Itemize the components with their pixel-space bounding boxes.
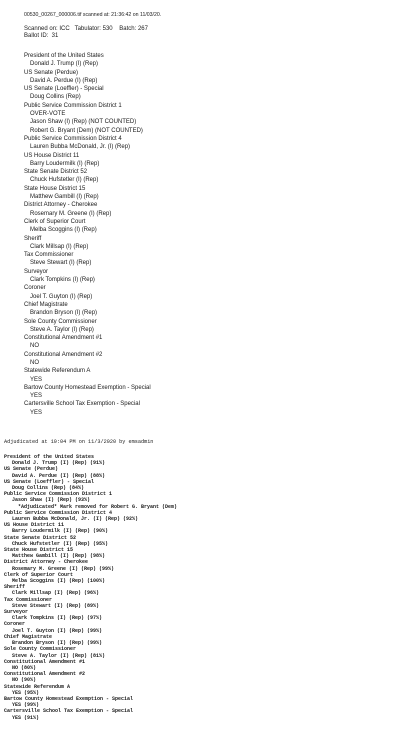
contest-selection: Steve Stewart (I) (Rep) <box>30 260 92 267</box>
contest-title: State House District 15 <box>4 547 74 554</box>
contest-selection: Clark Millsap (I) (Rep) (96%) <box>12 590 100 597</box>
contest-title: Chief Magistrate <box>4 633 53 640</box>
contest-title: US Senate (Perdue) <box>4 466 59 473</box>
contest-selection: Jason Shaw (I) (Rep) (93%) <box>12 497 91 504</box>
contest-selection: Brandon Bryson (I) (Rep) <box>30 310 98 317</box>
contest-title: Public Service Commission District 1 <box>4 491 113 498</box>
contest-selection: Clark Tompkins (I) (Rep) <box>30 277 95 284</box>
contest-title: Tax Commissioner <box>4 596 53 603</box>
contest-selection: Steve A. Taylor (I) (Rep) (81%) <box>12 652 106 659</box>
contest-title: US Senate (Loeffler) - Special <box>24 86 104 93</box>
adjudicated-contests-list <box>4 454 177 721</box>
contest-selection: YES <box>30 409 43 416</box>
contest-title: Constitutional Amendment #2 <box>4 671 86 678</box>
contest-selection: Chuck Hufstetler (I) (Rep) <box>30 177 99 184</box>
contest-selection: David A. Perdue (I) (Rep) (88%) <box>12 472 106 479</box>
contest-title: US House District 11 <box>4 522 65 529</box>
contest-selection: YES (95%) <box>12 689 40 696</box>
adjudication-note: *Adjudicated* Mark removed for Robert G. Bryant (Dem) <box>18 503 178 510</box>
contest-title: Surveyor <box>24 268 49 275</box>
contest-title: Constitutional Amendment #1 <box>24 335 103 342</box>
contest-title: Public Service Commission District 4 <box>4 509 113 516</box>
contest-selection: Lauren Bubba McDonald, Jr. (I) (Rep) (92%) <box>12 516 139 523</box>
contest-title: Public Service Commission District 4 <box>24 135 122 142</box>
contest-selection: Donald J. Trump (I) (Rep) (91%) <box>12 460 106 467</box>
contest-selection: Joel T. Guyton (I) (Rep) (99%) <box>12 627 103 634</box>
contest-selection: Steve A. Taylor (I) (Rep) <box>30 326 94 333</box>
contest-selection: Robert G. Bryant (Dem) (NOT COUNTED) <box>30 127 143 134</box>
contest-title: US Senate (Loeffler) - Special <box>4 478 95 485</box>
contest-title: District Attorney - Cherokee <box>24 202 98 209</box>
scan-file-line: 00530_00267_000006.tif scanned at: 21:36:42 on 11/03/20. <box>24 12 162 18</box>
adjudication-header: Adjudicated at 10:04 PM on 11/3/2020 by emsadmin <box>4 439 154 445</box>
contest-selection: YES (99%) <box>12 702 40 709</box>
contest-selection: Brandon Bryson (I) (Rep) (99%) <box>12 640 103 647</box>
contest-selection: Melba Scoggins (I) (Rep) (100%) <box>12 578 106 585</box>
contest-selection: Matthew Gambill (I) (Rep) <box>30 194 99 201</box>
contest-title: Public Service Commission District 1 <box>24 102 122 109</box>
contest-title: District Attorney - Cherokee <box>4 559 89 566</box>
contest-selection: NO (90%) <box>12 677 37 684</box>
contest-selection: Steve Stewart (I) (Rep) (89%) <box>12 602 100 609</box>
contest-selection: David A. Perdue (I) (Rep) <box>30 77 98 84</box>
contest-title: US House District 11 <box>24 152 80 159</box>
contest-title: Bartow County Homestead Exemption - Special <box>24 384 151 391</box>
contest-title: State Senate District 52 <box>4 534 77 541</box>
contest-title: US Senate (Perdue) <box>24 69 79 76</box>
contest-selection: Barry Loudermilk (I) (Rep) <box>30 160 100 167</box>
contest-selection: NO <box>30 359 39 366</box>
contest-title: Statewide Referendum A <box>24 368 91 375</box>
contest-selection: Joel T. Guyton (I) (Rep) <box>30 293 93 300</box>
contest-title: Sheriff <box>4 584 26 591</box>
contest-title: Coroner <box>4 621 26 628</box>
contest-selection: Doug Collins (Rep) <box>30 94 81 101</box>
contest-selection: Clark Tompkins (I) (Rep) (97%) <box>12 615 103 622</box>
contest-selection: YES <box>30 393 43 400</box>
contest-selection: Chuck Hufstetler (I) (Rep) (95%) <box>12 540 109 547</box>
scan-info <box>24 26 148 40</box>
contest-title: Cartersville School Tax Exemption - Special <box>24 401 140 408</box>
contest-selection: Rosemary M. Greene (I) (Rep) <box>30 210 112 217</box>
contest-title: Cartersville School Tax Exemption - Special <box>4 708 134 715</box>
contest-title: Clerk of Superior Court <box>4 571 74 578</box>
contest-title: Sole County Commissioner <box>24 318 97 325</box>
contest-selection: Clark Millsap (I) (Rep) <box>30 243 89 250</box>
contest-selection: NO <box>30 343 39 350</box>
contest-title: Surveyor <box>4 609 29 616</box>
contest-selection: Matthew Gambill (I) (Rep) (98%) <box>12 553 106 560</box>
contest-title: Tax Commissioner <box>24 252 74 259</box>
contest-title: Bartow County Homestead Exemption - Special <box>4 695 134 702</box>
contest-title: Chief Magistrate <box>24 301 68 308</box>
ballot-id-line: Ballot ID: 31 <box>24 33 59 40</box>
contest-selection: Donald J. Trump (I) (Rep) <box>30 61 99 68</box>
contest-title: Constitutional Amendment #2 <box>24 351 103 358</box>
contest-title: Statewide Referendum A <box>4 683 71 690</box>
contest-selection: YES (91%) <box>12 714 40 721</box>
contest-title: Sole County Commissioner <box>4 646 77 653</box>
contest-title: State Senate District 52 <box>24 169 88 176</box>
contest-selection: NO (80%) <box>12 664 37 671</box>
contest-selection: Doug Collins (Rep) (84%) <box>12 485 85 492</box>
contest-selection: Barry Loudermilk (I) (Rep) (90%) <box>12 528 109 535</box>
contest-selection: OVER-VOTE <box>30 111 66 118</box>
contest-title: President of the United States <box>24 53 104 59</box>
contest-selection: Jason Shaw (I) (Rep) (NOT COUNTED) <box>30 119 137 126</box>
scanned-contests-list <box>24 52 151 417</box>
contest-selection: Lauren Bubba McDonald, Jr. (I) (Rep) <box>30 144 131 151</box>
contest-title: Sheriff <box>24 235 42 242</box>
contest-selection: Rosemary M. Greene (I) (Rep) (99%) <box>12 565 115 572</box>
contest-selection: Melba Scoggins (I) (Rep) <box>30 227 97 234</box>
contest-title: President of the United States <box>4 454 95 460</box>
scanned-on-line: Scanned on: ICC Tabulator: 530 Batch: 267 <box>24 26 148 32</box>
contest-title: State House District 15 <box>24 185 86 192</box>
contest-selection: YES <box>30 376 43 383</box>
contest-title: Coroner <box>24 285 46 292</box>
contest-title: Clerk of Superior Court <box>24 218 86 225</box>
contest-title: Constitutional Amendment #1 <box>4 658 86 665</box>
